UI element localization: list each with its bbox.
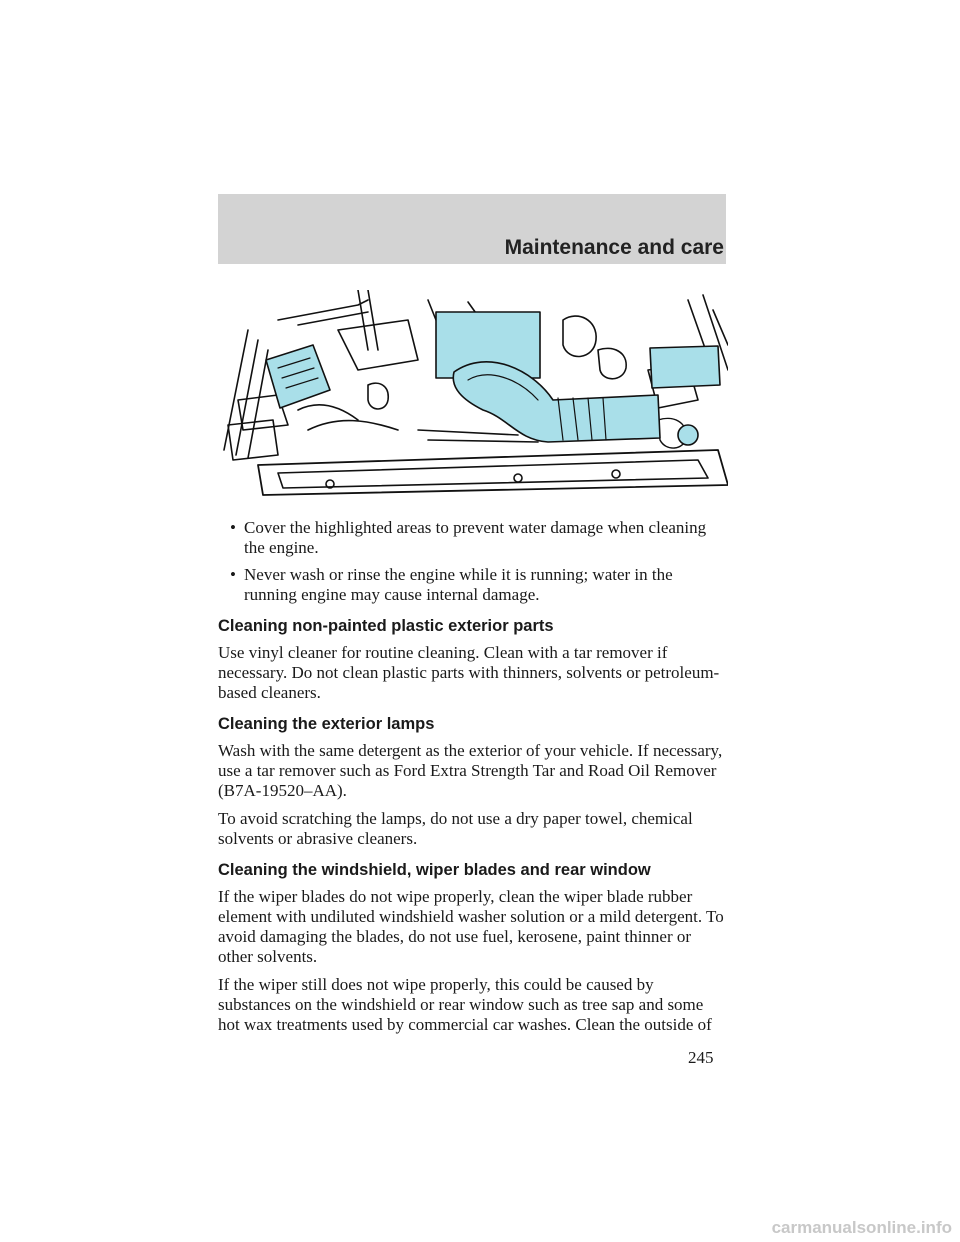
engine-compartment-illustration	[218, 290, 728, 500]
list-item	[218, 565, 728, 605]
bullet-marker: •	[230, 518, 236, 537]
cleaning-tips-list	[218, 518, 728, 605]
highlight-battery	[650, 346, 720, 388]
section-heading-windshield: Cleaning the windshield, wiper blades and rear window	[218, 861, 651, 879]
highlight-air-intake-duct	[453, 362, 660, 442]
paragraph: To avoid scratching the lamps, do not use a dry paper towel, chemical solvents or abrasive cleaners.	[218, 809, 693, 848]
list-item-text: Cover the highlighted areas to prevent water damage when cleaning the engine.	[244, 518, 707, 557]
highlight-fuse-box	[266, 345, 330, 408]
highlight-oil-cap	[678, 425, 698, 445]
paragraph: If the wiper still does not wipe properly, this could be caused by substances on the windshield or rear window such as tree sap and some hot wax treatments used by commercial car washes. Clean the outside of	[218, 975, 712, 1034]
page-body	[218, 518, 728, 1043]
paragraph: Use vinyl cleaner for routine cleaning. Clean with a tar remover if necessary. Do not clean plastic parts with thinners, solvents or petroleum-based cleaners.	[218, 643, 720, 702]
section-header-band	[218, 194, 726, 264]
list-item	[218, 518, 728, 558]
section-heading-plastic-parts: Cleaning non-painted plastic exterior parts	[218, 617, 554, 635]
highlighted-areas	[266, 312, 720, 445]
section-heading-exterior-lamps: Cleaning the exterior lamps	[218, 715, 435, 733]
footer-watermark: carmanualsonline.info	[771, 1218, 952, 1237]
paragraph: If the wiper blades do not wipe properly, clean the wiper blade rubber element with undiluted windshield washer solution or a mild detergent. To avoid damaging the blades, do not use fuel, kerosene, paint thinner or other solvents.	[218, 887, 724, 966]
paragraph: Wash with the same detergent as the exterior of your vehicle. If necessary, use a tar remover such as Ford Extra Strength Tar and Road Oil Remover (B7A-19520–AA).	[218, 741, 723, 800]
bullet-marker: •	[230, 565, 236, 584]
page-number: 245	[688, 1048, 714, 1067]
list-item-text: Never wash or rinse the engine while it is running; water in the running engine may cause internal damage.	[244, 565, 673, 604]
section-title: Maintenance and care	[504, 236, 724, 259]
